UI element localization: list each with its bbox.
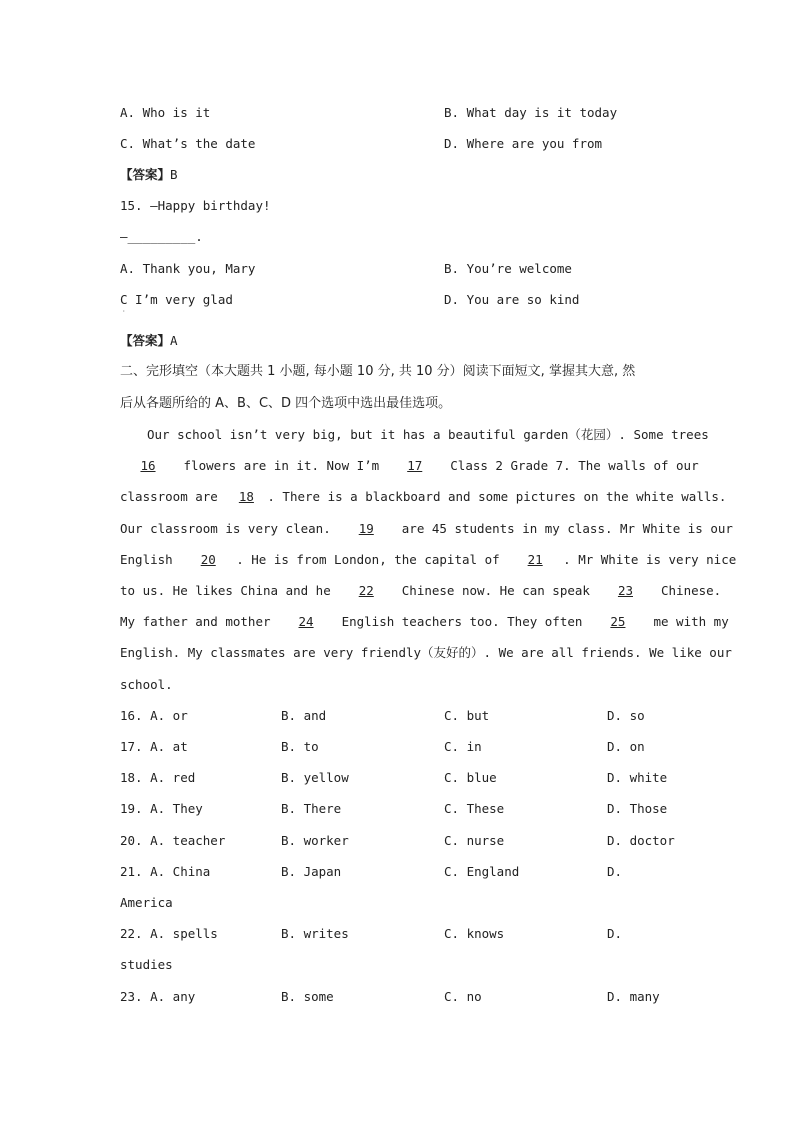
option-19-b: B. There [281,801,342,816]
blank-19: 19 [358,521,374,536]
passage-text: to us. He likes China and he [120,583,331,598]
blank-20: 20 [200,552,216,567]
q15-response: —_________. [120,229,203,244]
blank-17: 17 [407,458,423,473]
passage-text: . There is a blackboard and some pictures on the white walls. [267,489,727,504]
blank-21: 21 [527,552,543,567]
answer-value: A [170,333,178,348]
passage-text: English teachers too. They often [341,614,583,629]
option-20-b: B. worker [281,833,349,848]
answer-14 [120,167,178,183]
option-19-d: D. Those [607,801,668,816]
option-16-b: B. and [281,708,327,723]
option-22-d-wrap: studies [120,957,173,972]
blank-25: 25 [610,614,626,629]
answer-15 [120,333,178,349]
blank-22: 22 [358,583,374,598]
stray-mark: · [122,308,126,315]
passage-text: flowers are in it. Now I’m [183,458,380,473]
passage-text: English [120,552,173,567]
passage-line-6 [120,583,721,599]
blank-18: 18 [238,489,254,504]
option-17-d: D. on [607,739,645,754]
option-20-a: 20. A. teacher [120,833,226,848]
option-21-d-wrap: America [120,895,173,910]
option-19-c: C. These [444,801,505,816]
blank-16: 16 [140,458,156,473]
q15-option-a: A. Thank you, Mary [120,261,256,276]
option-22-a: 22. A. spells [120,926,218,941]
passage-line-2 [120,458,699,474]
option-22-b: B. writes [281,926,349,941]
option-18-a: 18. A. red [120,770,196,785]
section-2-instructions-line1: 二、完形填空（本大题共 1 小题, 每小题 10 分, 共 10 分）阅读下面短文, 掌握其大意, 然 [120,364,636,379]
option-20-c: C. nurse [444,833,505,848]
q14-option-d: D. Where are you from [444,136,603,151]
passage-line-5 [120,552,736,568]
passage-text: Chinese now. He can speak [401,583,590,598]
option-21-d: D. [607,864,623,879]
passage-text: . Mr White is very nice [563,552,737,567]
option-18-b: B. yellow [281,770,349,785]
blank-24: 24 [298,614,314,629]
q15-prompt: 15. —Happy birthday! [120,198,271,213]
passage-line-1: Our school isn’t very big, but it has a beautiful garden（花园）. Some trees [147,427,709,442]
answer-label: 【答案】 [120,167,171,182]
option-17-b: B. to [281,739,319,754]
passage-line-8: English. My classmates are very friendly（友好的）. We are all friends. We like our [120,645,732,660]
option-23-c: C. no [444,989,482,1004]
option-16-c: C. but [444,708,490,723]
q15-option-c: C I’m very glad [120,292,233,307]
q15-option-b: B. You’re welcome [444,261,572,276]
option-18-c: C. blue [444,770,497,785]
option-21-a: 21. A. China [120,864,211,879]
option-23-a: 23. A. any [120,989,196,1004]
option-18-d: D. white [607,770,668,785]
option-22-d: D. [607,926,623,941]
passage-text: Class 2 Grade 7. The walls of our [450,458,699,473]
option-23-b: B. some [281,989,334,1004]
passage-text: Chinese. [661,583,722,598]
q14-option-c: C. What’s the date [120,136,256,151]
answer-label: 【答案】 [120,333,171,348]
section-2-instructions-line2: 后从各题所给的 A、B、C、D 四个选项中选出最佳选项。 [120,396,452,411]
answer-value: B [170,167,178,182]
q15-option-d: D. You are so kind [444,292,580,307]
passage-line-3 [120,489,726,505]
option-20-d: D. doctor [607,833,675,848]
passage-line-9: school. [120,677,173,692]
passage-text: . He is from London, the capital of [236,552,500,567]
option-19-a: 19. A. They [120,801,203,816]
option-17-c: C. in [444,739,482,754]
passage-text: are 45 students in my class. Mr White is our [401,521,733,536]
q14-option-b: B. What day is it today [444,105,618,120]
passage-text: Our classroom is very clean. [120,521,331,536]
option-16-d: D. so [607,708,645,723]
passage-text: classroom are [120,489,218,504]
option-23-d: D. many [607,989,660,1004]
option-17-a: 17. A. at [120,739,188,754]
option-22-c: C. knows [444,926,505,941]
passage-text: me with my [653,614,729,629]
option-21-b: B. Japan [281,864,342,879]
passage-text: My father and mother [120,614,271,629]
q14-option-a: A. Who is it [120,105,211,120]
option-21-c: C. England [444,864,520,879]
passage-line-4 [120,521,733,537]
option-16-a: 16. A. or [120,708,188,723]
blank-23: 23 [617,583,633,598]
passage-line-7 [120,614,729,630]
